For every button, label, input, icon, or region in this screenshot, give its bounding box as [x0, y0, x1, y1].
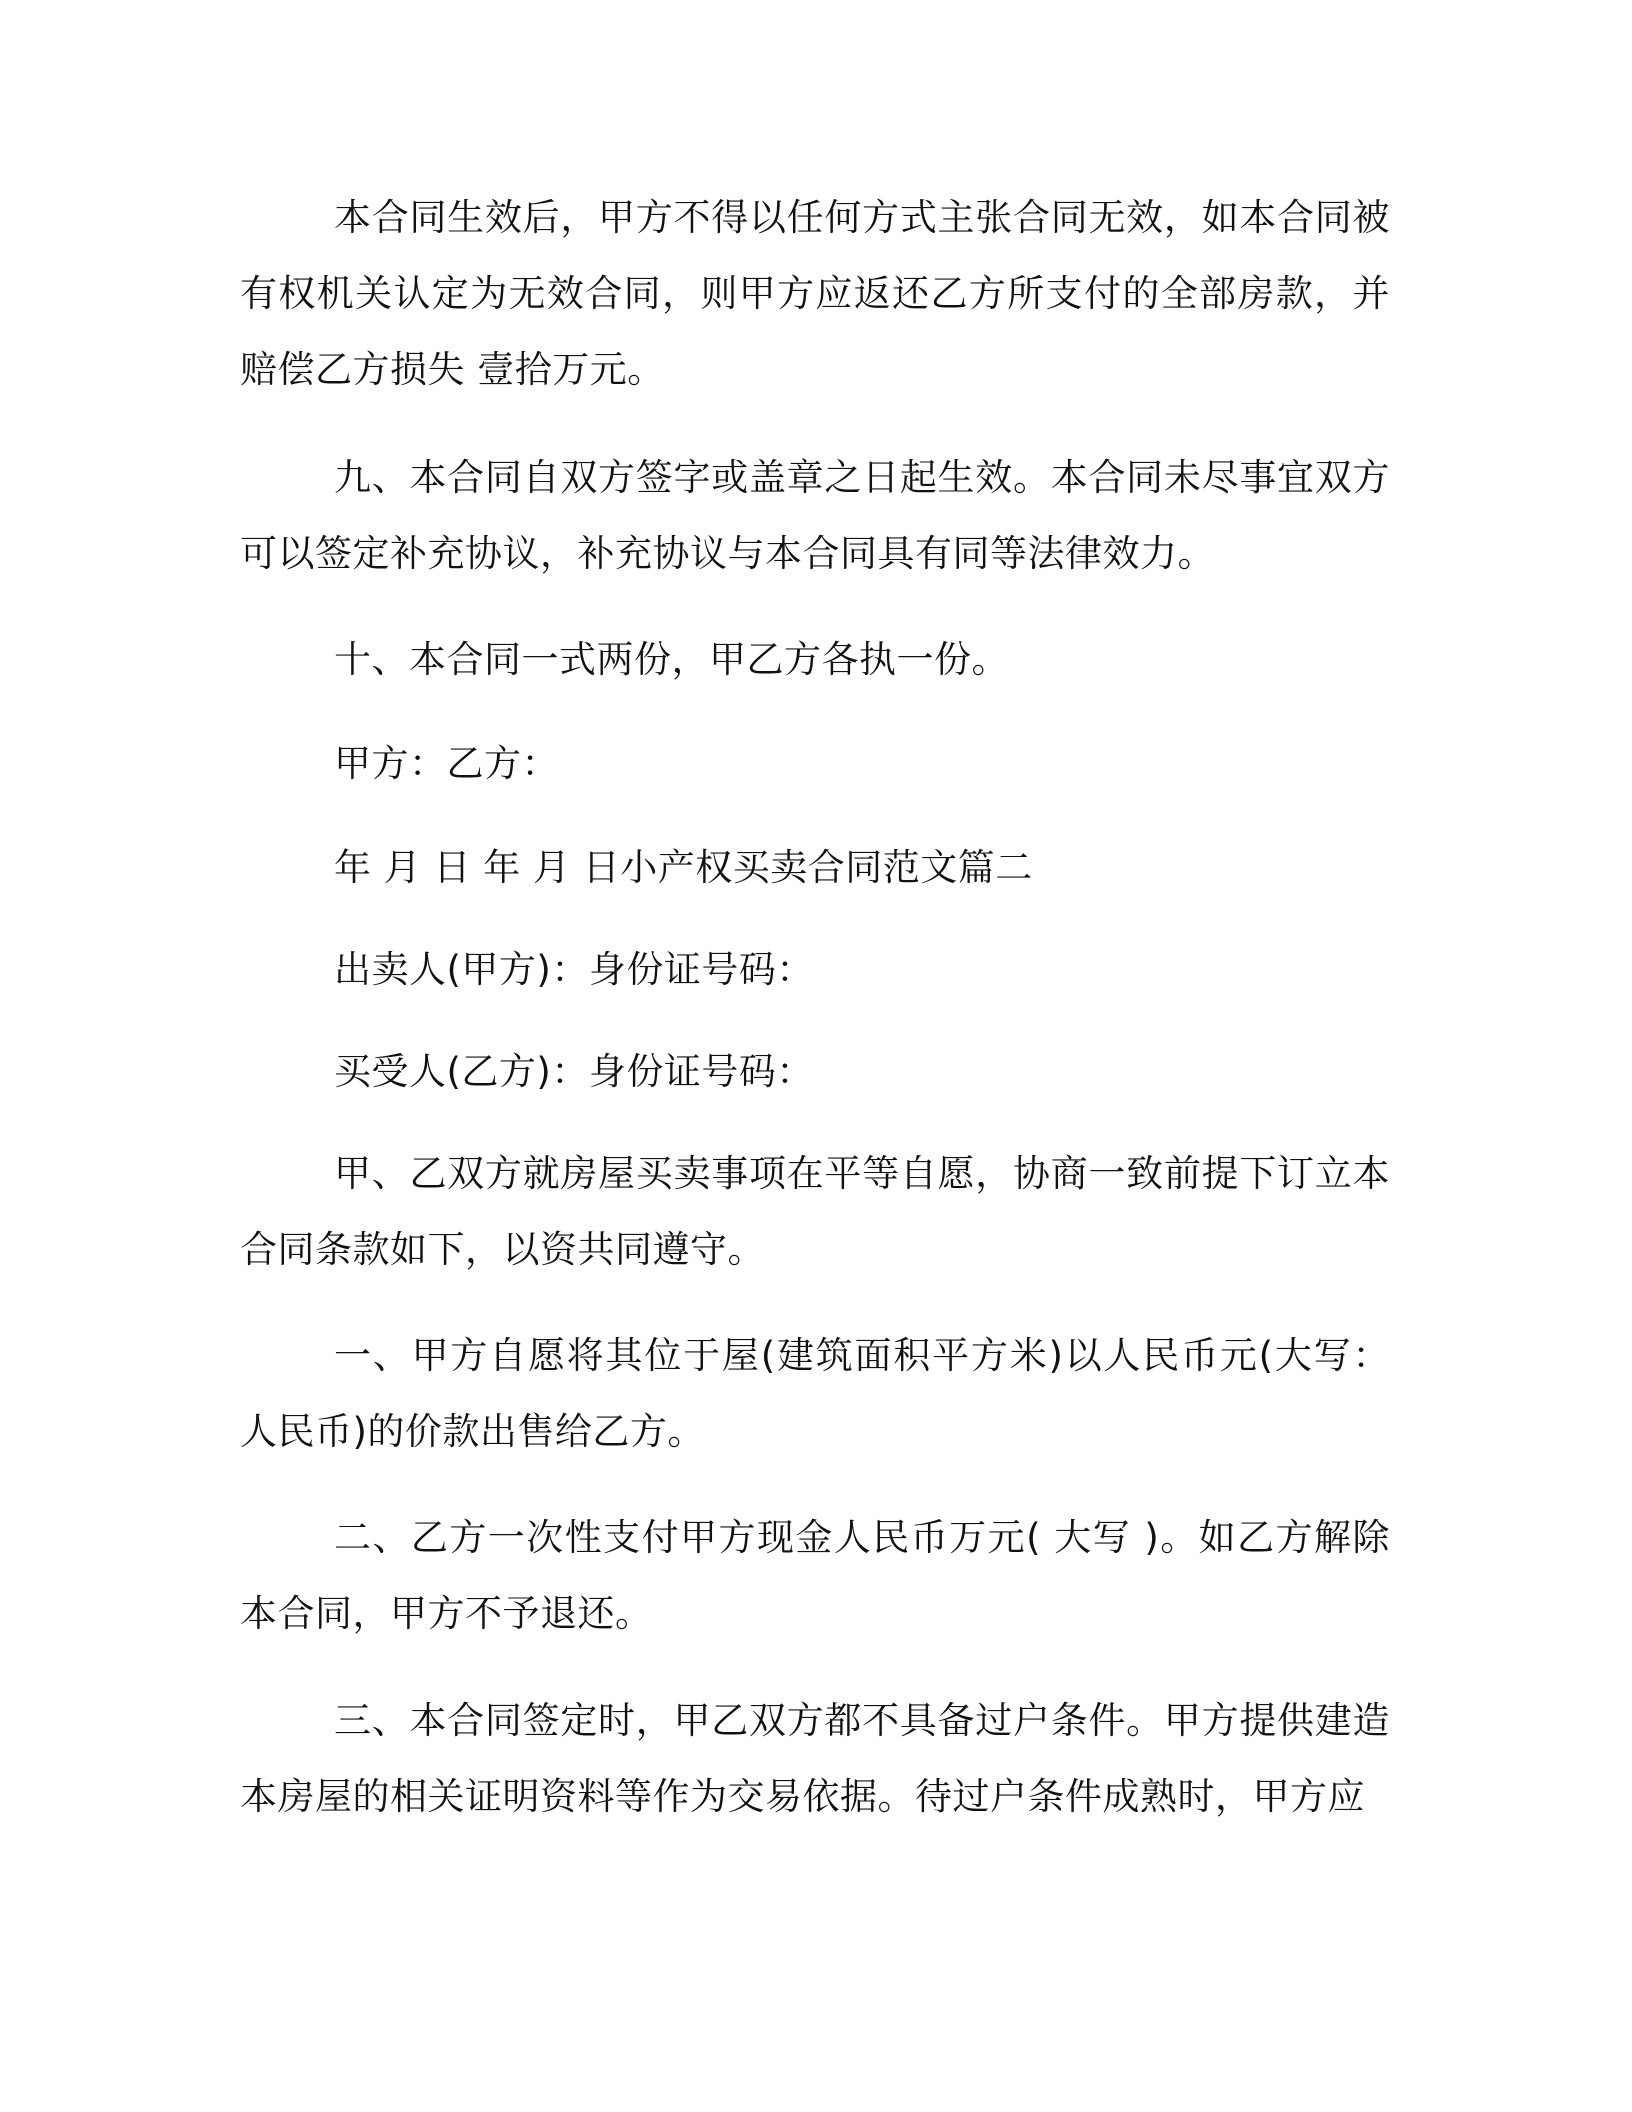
paragraph-clause-10: 十、本合同一式两份，甲乙方各执一份。: [334, 638, 1009, 681]
paragraph-buyer: 买受人(乙方)：身份证号码：: [334, 1050, 814, 1093]
paragraph-invalidity-clause: 本合同生效后，甲方不得以任何方式主张合同无效，如本合同被有权机关认定为无效合同，则甲方应返还乙方所支付的全部房款，并赔偿乙方损失 壹拾万元。: [240, 196, 1390, 391]
paragraph-clause-3: 三、本合同签定时，甲乙双方都不具备过户条件。甲方提供建造本房屋的相关证明资料等作为交易依据。待过户条件成熟时，甲方应: [240, 1699, 1390, 1818]
paragraph-clause-2: 二、乙方一次性支付甲方现金人民币万元( 大写 )。如乙方解除本合同，甲方不予退还。: [240, 1516, 1390, 1635]
paragraph-clause-1: 一、甲方自愿将其位于屋(建筑面积平方米)以人民币元(大写：人民币)的价款出售给乙方。: [240, 1334, 1390, 1453]
paragraph-date-and-title: 年 月 日 年 月 日小产权买卖合同范文篇二: [334, 846, 1033, 889]
paragraph-preamble: 甲、乙双方就房屋买卖事项在平等自愿，协商一致前提下订立本合同条款如下，以资共同遵守。: [240, 1152, 1390, 1271]
paragraph-party-signatures: 甲方：乙方：: [334, 742, 559, 785]
paragraph-clause-9: 九、本合同自双方签字或盖章之日起生效。本合同未尽事宜双方可以签定补充协议，补充协议与本合同具有同等法律效力。: [240, 456, 1390, 575]
paragraph-seller: 出卖人(甲方)：身份证号码：: [334, 948, 814, 991]
